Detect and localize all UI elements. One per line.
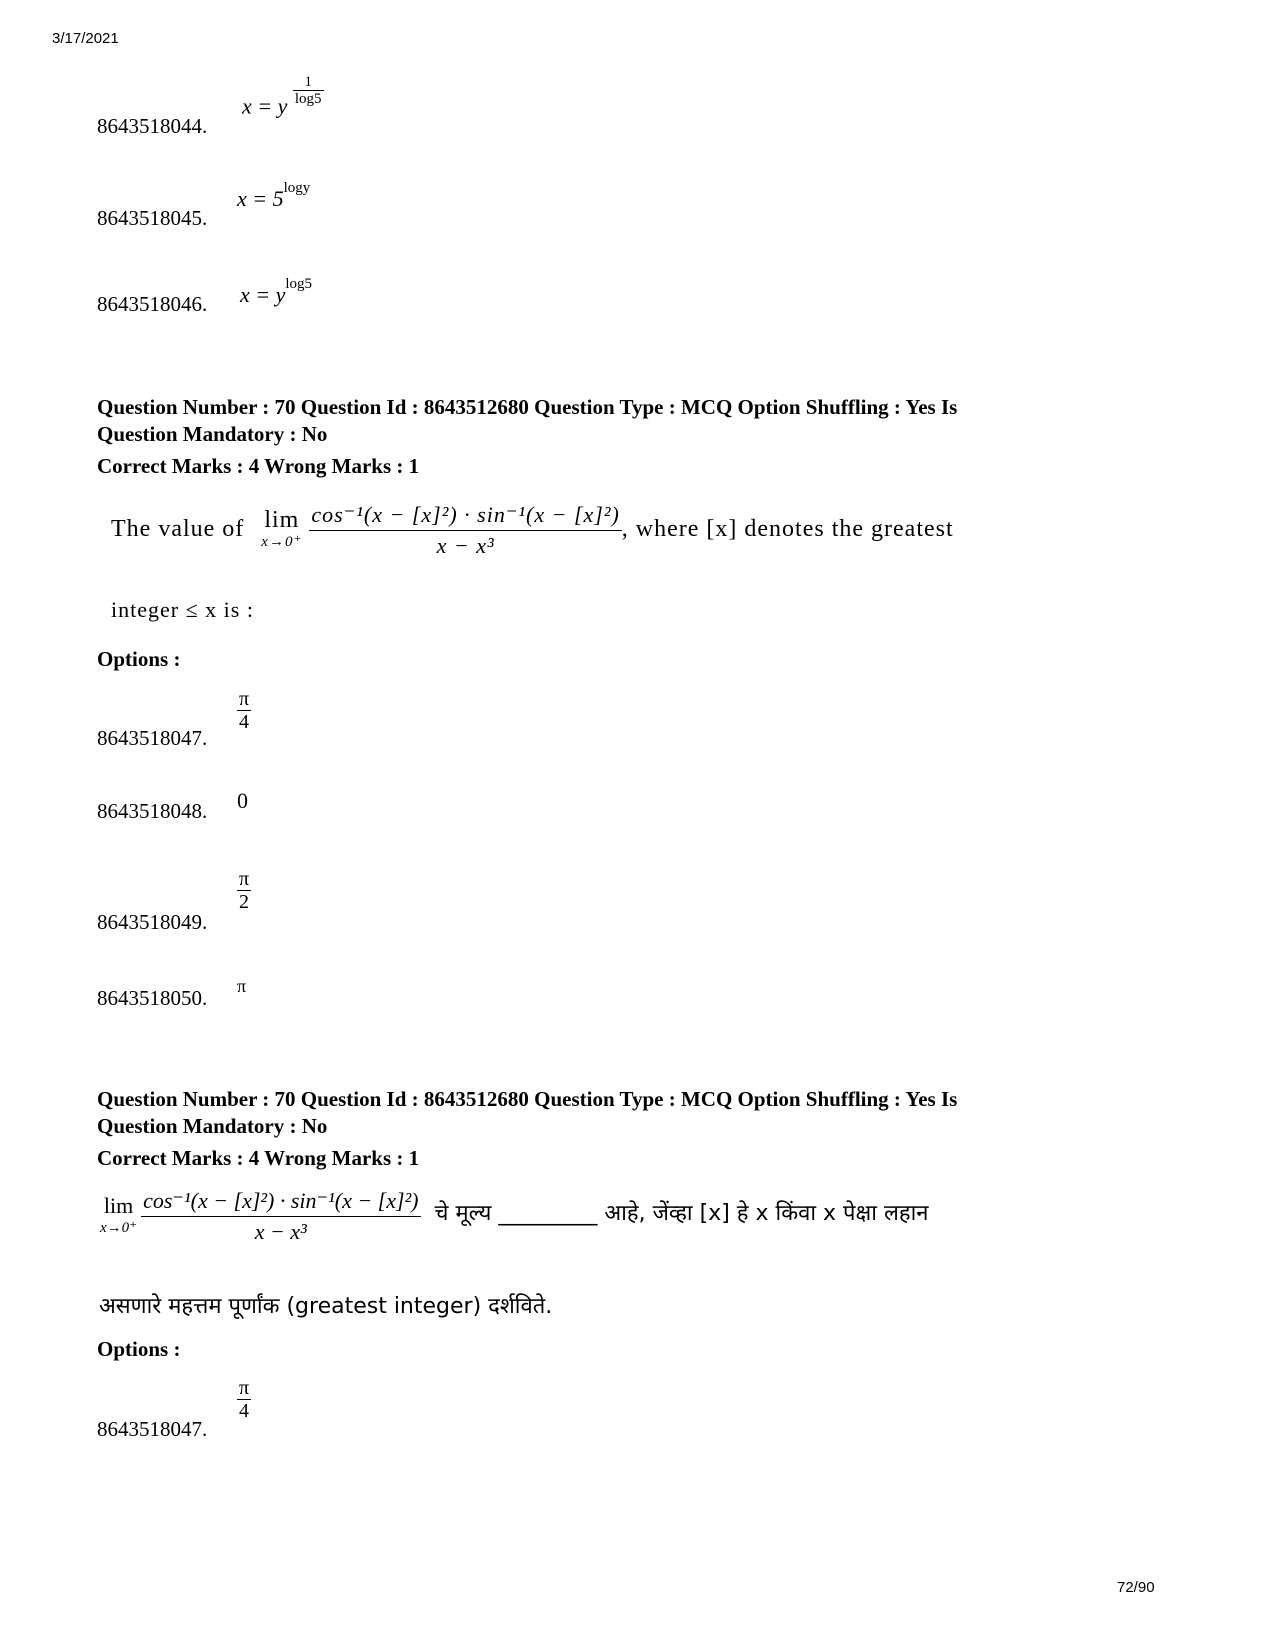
exponent-fraction: $\frac{1}{\log 5}$ [294,74,322,107]
option-id: 8643518046. [97,292,208,316]
limit-fraction: $\frac{\text{cos⁻¹(x − [x]²) · sin⁻¹(x − [x]²)}}{\text{x − x³}}$ [309,500,621,561]
question-header [97,394,957,480]
option-id: 8643518050. [97,986,208,1010]
option-id: 8643518047. [97,726,208,750]
option-expression: $x = y^{log5}$ [240,276,313,307]
options-label: Options : [97,1337,181,1361]
question-stem: The value of lim x→0⁺ $\frac{\text{cos⁻¹(x − [x]²) · sin⁻¹(x − [x]²)}}{\text{x − x³}}$ , where [x] denotes the greatest [111,500,954,561]
question-stem [100,1186,929,1247]
option-id: 8643518044. [97,114,208,138]
limit-fraction: $\frac{\text{cos⁻¹(x − [x]²) · sin⁻¹(x − [x]²)}}{\text{x − x³}}$ [141,1186,420,1247]
option-value-fraction: $\frac{\pi}{4}$ [239,1377,250,1422]
option-value: 0 [237,788,248,813]
option-value: π [237,976,247,996]
question-marks: Correct Marks : 4 Wrong Marks : 1 [97,1146,420,1170]
option-id: 8643518049. [97,910,208,934]
question-meta-line2: Question Mandatory : No [97,1114,328,1138]
question-stem-text: चे मूल्य _________ आहे, जेंव्हा [x] हे x किंवा x पेक्षा लहान [434,1201,929,1227]
options-label: Options : [97,647,181,671]
option-value-fraction: $\frac{\pi}{4}$ [239,688,250,733]
limit-operator: lim x→0⁺ [100,1192,138,1236]
question-header [97,1086,957,1172]
page-date: 3/17/2021 [52,30,119,47]
question-meta-line1: Question Number : 70 Question Id : 8643512680 Question Type : MCQ Option Shuffling : Yes Is [97,395,958,419]
question-stem-line2: integer ≤ x is : [111,597,254,622]
limit-operator: lim x→0⁺ [261,506,303,550]
option-id: 8643518045. [97,206,208,230]
option-expression: $x = 5^{logy}$ [237,180,311,211]
question-meta-line2: Question Mandatory : No [97,422,328,446]
question-meta-line1: Question Number : 70 Question Id : 8643512680 Question Type : MCQ Option Shuffling : Yes Is [97,1087,958,1111]
page-number: 72/90 [1117,1579,1155,1596]
option-value-fraction: $\frac{\pi}{2}$ [239,868,250,913]
option-expression: x = y $\frac{1}{\log 5}$ [242,74,322,119]
option-id: 8643518048. [97,799,208,823]
question-stem-line2: असणारे महत्तम पूर्णांक (greatest integer) दर्शविते. [99,1294,553,1319]
option-id: 8643518047. [97,1417,208,1441]
question-marks: Correct Marks : 4 Wrong Marks : 1 [97,454,420,478]
